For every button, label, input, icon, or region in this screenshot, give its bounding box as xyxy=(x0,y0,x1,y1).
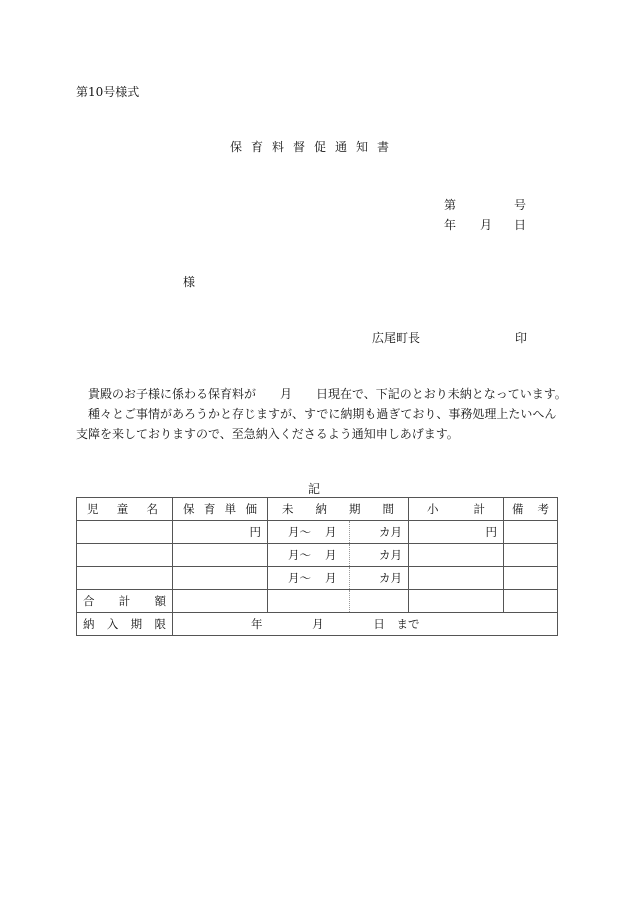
deadline-month: 月 xyxy=(312,617,324,631)
table-row xyxy=(77,567,558,590)
total-amount-cell[interactable] xyxy=(409,590,504,613)
body-line-3: 支障を来しておりますので、至急納入くださるよう通知申しあげます。 xyxy=(76,427,459,441)
table-header-row xyxy=(77,498,558,521)
addressee-suffix: 様 xyxy=(183,275,196,289)
total-notes-cell[interactable] xyxy=(504,590,558,613)
total-row xyxy=(77,590,558,613)
date-day: 日 xyxy=(514,218,527,232)
date-month: 月 xyxy=(480,218,493,232)
child-name-cell[interactable] xyxy=(77,567,173,590)
deadline-day: 日 xyxy=(373,617,385,631)
sender-name: 広尾町長 xyxy=(372,331,421,345)
months-cell[interactable]: カ月 xyxy=(350,567,409,590)
unit-price-cell[interactable] xyxy=(173,544,268,567)
notes-cell[interactable] xyxy=(504,544,558,567)
unit-price-cell[interactable]: 円 xyxy=(173,521,268,544)
date-year: 年 xyxy=(444,218,457,232)
notes-cell[interactable] xyxy=(504,567,558,590)
table-row xyxy=(77,521,558,544)
child-name-cell[interactable] xyxy=(77,521,173,544)
period-cell[interactable]: 月〜 月 xyxy=(268,544,350,567)
header-unit-price: 保育単価 xyxy=(173,498,268,521)
header-subtotal: 小計 xyxy=(409,498,504,521)
doc-number-suffix: 号 xyxy=(514,198,527,212)
header-notes: 備考 xyxy=(504,498,558,521)
deadline-row xyxy=(77,613,558,636)
total-label: 合計額 xyxy=(77,590,173,613)
unit-price-cell[interactable] xyxy=(173,567,268,590)
doc-number-prefix: 第 xyxy=(444,198,457,212)
total-period-cell[interactable] xyxy=(268,590,350,613)
subtotal-cell[interactable] xyxy=(409,544,504,567)
deadline-until: まで xyxy=(396,617,420,631)
notes-cell[interactable] xyxy=(504,521,558,544)
deadline-label: 納入期限 xyxy=(77,613,173,636)
ki-heading: 記 xyxy=(308,482,321,496)
document-title: 保育料督促通知書 xyxy=(230,140,399,154)
months-cell[interactable]: カ月 xyxy=(350,544,409,567)
body-line-2: 種々とご事情があろうかと存じますが、すでに納期も過ぎており、事務処理上たいへん xyxy=(88,407,557,421)
body-line-1: 貴殿のお子様に係わる保育料が 月 日現在で、下記のとおり未納となっています。 xyxy=(88,387,567,401)
seal-mark: 印 xyxy=(515,331,528,345)
table-row xyxy=(77,544,558,567)
deadline-year: 年 xyxy=(251,617,263,631)
child-name-cell[interactable] xyxy=(77,544,173,567)
subtotal-cell[interactable] xyxy=(409,567,504,590)
form-number: 第10号様式 xyxy=(76,85,140,99)
header-unpaid-period: 未納期間 xyxy=(268,498,409,521)
total-unit-price-cell[interactable] xyxy=(173,590,268,613)
arrears-table xyxy=(76,497,558,636)
period-cell[interactable]: 月〜 月 xyxy=(268,521,350,544)
total-months-cell[interactable] xyxy=(350,590,409,613)
months-cell[interactable]: カ月 xyxy=(350,521,409,544)
subtotal-cell[interactable]: 円 xyxy=(409,521,504,544)
header-child-name: 児童名 xyxy=(77,498,173,521)
period-cell[interactable]: 月〜 月 xyxy=(268,567,350,590)
deadline-cell[interactable] xyxy=(173,613,558,636)
